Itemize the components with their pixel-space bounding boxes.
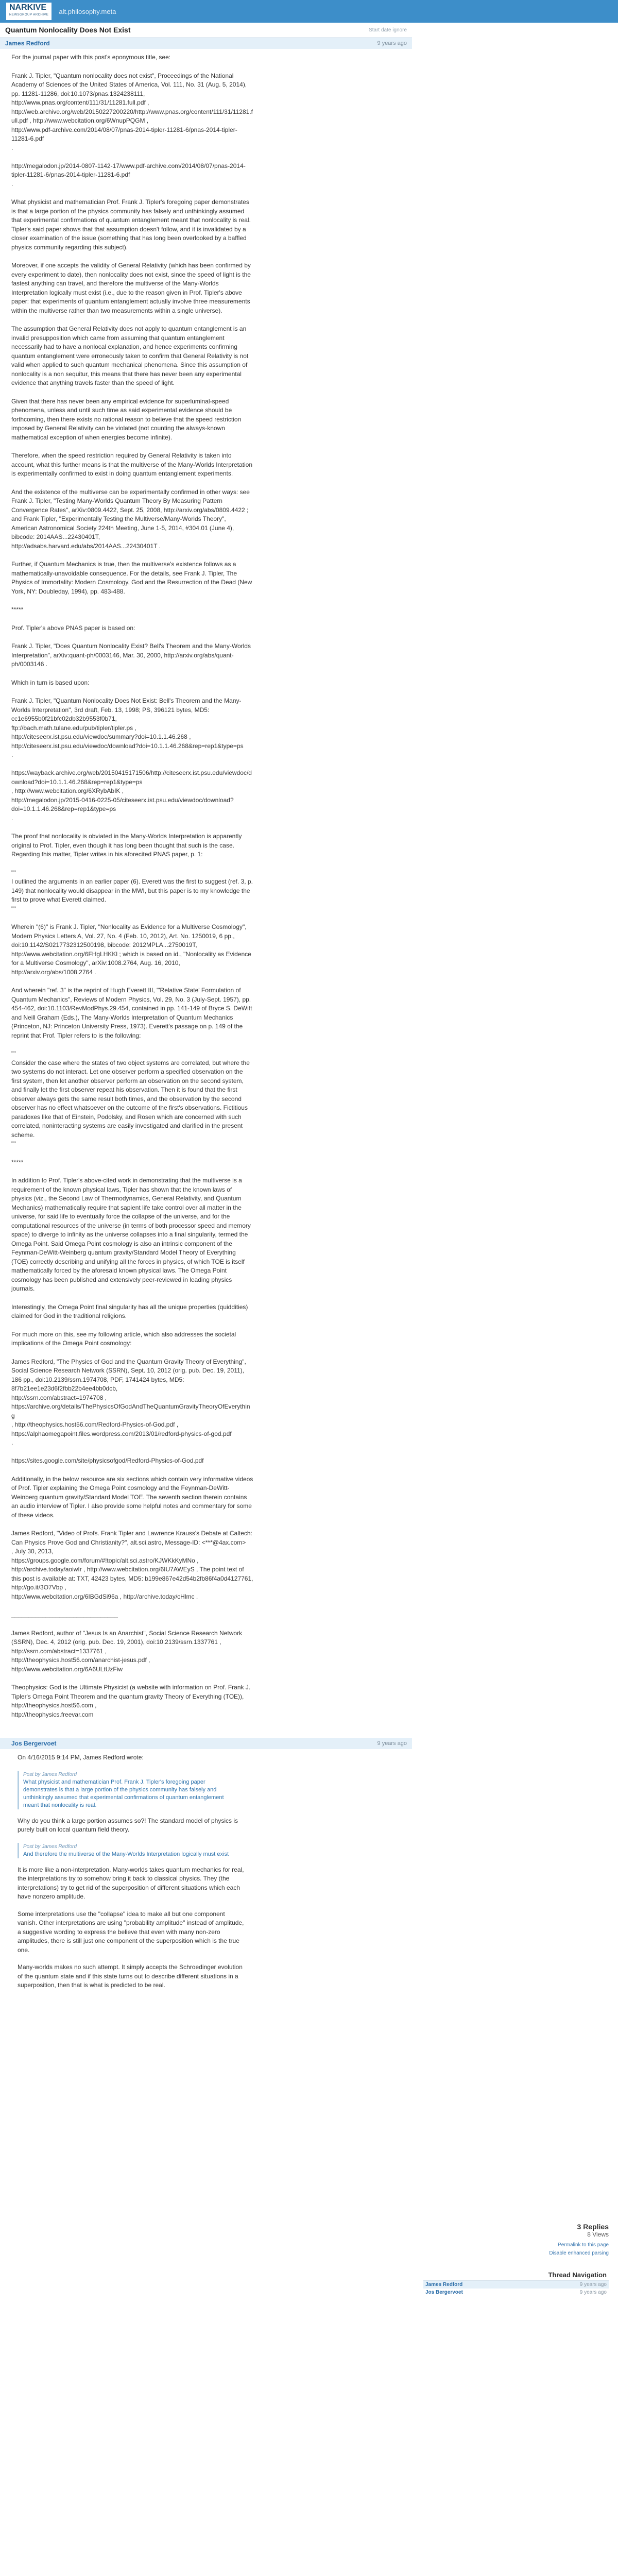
post-paragraph: For much more on this, see my following article, which also addresses the societal implications of the Omega Point cosmology: <box>11 1330 238 1347</box>
post-paragraph: And the existence of the multiverse can be experimentally confirmed in other ways: see Frank J. Tipler, "Testing Many-Worlds Quantum Theory By Measuring Pattern Convergence Rates", arXiv:0809.4422, Sept. 25, 2008, http://arxiv.org/abs/0809.4422 ; and Frank Tipler, "Experimentally Testing the Multiverse/Many-Worlds Theory", American Astronomical Society 224th Meeting, June 1-5, 2014, #304.01 (June 4), bibcode: 2014AAS...22430401T, http://adsabs.harvard.edu/abs/2014AAS...22430401T . <box>11 488 250 550</box>
post-paragraph: Which in turn is based upon: <box>11 679 90 686</box>
thread-navigation-title: Thread Navigation <box>423 2271 609 2281</box>
nav-item-author: Jos Bergervoet <box>425 2290 463 2295</box>
post-paragraph: James Redford, "Video of Profs. Frank Tipler and Lawrence Krauss's Debate at Caltech: Can Physics Prove God and Christianity?", alt.sci.astro, Message-ID: <***@4ax.com> , July 30, 2013, https://groups.google.com/forum/#!topic/alt.sci.astro/KJWKkKyMNo , http://archive.today/aoiwIr , http://www.webcitation.org/6IU7AWEyS , The point text of this post is available at: TXT, 42423 bytes, MD5: b199e867e42d54b2fb86f4a0d4127761, http://go.it/3O7Vbp , http://www.webcitation.org/6IBGdSi96a , http://archive.today/cHlmc . <box>11 1530 253 1600</box>
nav-item[interactable] <box>423 2289 609 2296</box>
reply-header <box>0 1738 412 1749</box>
post-paragraph: James Redford, "The Physics of God and the Quantum Gravity Theory of Everything", Social Science Research Network (SSRN), Sept. 10, 2012 (orig. pub. Dec. 19, 2011), 186 pp., doi:10.2139/ssrn.1974708, PDF, 1741424 bytes, MD5: 8f7b21ee1e23d6f2fbb22b4ee4bb0dcb, http://ssrn.com/abstract=1974708 , https://archive.org/details/ThePhysicsOfGodAndTheQuantumGravityTheoryOfEverything , http://theophysics.host56.com/Redford-Physics-of-God.pdf , https://alphaomegapoint.files.wordpress.com/2013/01/redford-physics-of-god.pdf . https://sites.google.com/site/physicsofgod/Redford-Physics-of-God.pdf <box>11 1358 250 1464</box>
thread-header <box>0 23 412 38</box>
replies-count: 3 Replies <box>577 2223 609 2231</box>
disable-parsing-link[interactable]: Disable enhanced parsing <box>549 2250 609 2256</box>
post-paragraph: James Redford, author of "Jesus Is an Anarchist", Social Science Research Network (SSRN), Dec. 4, 2012 (orig. pub. Dec. 19, 2001), doi:10.2139/ssrn.1337761 , http://ssrn.com/abstract=1337761 , http://theophysics.host56.com/anarchist-jesus.pdf , http://www.webcitation.org/6A6ULtUzFiw <box>11 1629 243 1673</box>
quote-block <box>18 1771 239 1809</box>
post-paragraph: Therefore, when the speed restriction required by General Relativity is taken into account, what this further means is that the multiverse of the Many-Worlds Interpretation is experimentally confirmed to exist in doing quantum entanglement experiments. <box>11 452 254 477</box>
post-paragraph: For the journal paper with this post's eponymous title, see: <box>11 54 171 61</box>
nav-item[interactable] <box>423 2281 609 2289</box>
permalink-link[interactable]: Permalink to this page <box>558 2242 609 2248</box>
post-paragraph: The assumption that General Relativity does not apply to quantum entanglement is an invalid presupposition which came from assuming that quantum entanglement necessarily had to have a nonlocal explanation, and hence experiments confirming quantum entanglement were erroneously taken to confirm that General Relativity is not valid when applied to such quantum mechanical phenomena. Since this assumption of nonlocality is a non sequitur, this means that there has never been any experimental evidence that anything travels faster than the speed of light. <box>11 325 250 386</box>
reply-body <box>0 1749 412 2004</box>
quote-author: Post by James Redford <box>23 1771 77 1777</box>
logo-sub-text: NEWSGROUP ARCHIVE <box>9 13 49 16</box>
nav-item-date: 9 years ago <box>579 2282 607 2287</box>
post-paragraph: In addition to Prof. Tipler's above-cited work in demonstrating that the multiverse is a requirement of the known physical laws, Tipler has shown that the known laws of physics (viz., the Second Law of Thermodynamics, General Relativity, and Quantum Mechanics) mathematically require that sapient life take control over all matter in the universe, for said life to eventually force the collapse of the universe, and for the computational resources of the universe (in terms of both processor speed and memory space) to diverge to infinity as the universe collapses into a final singularity, termed the Omega Point. Said Omega Point cosmology is also an intrinsic component of the Feynman-DeWitt-Weinberg quantum gravity/Standard Model Theory of Everything (TOE) correctly describing and unifying all the forces in physics, of which TOE is itself mathematically forced by the aforesaid known physical laws. The Omega Point cosmology has been published and extensively peer-reviewed in leading physics journals. <box>11 1177 253 1292</box>
narkive-logo[interactable] <box>6 3 52 20</box>
post-paragraph: Frank J. Tipler, "Quantum Nonlocality Does Not Exist: Bell's Theorem and the Many-Worlds Interpretation", 3rd draft, Feb. 13, 1998; PS, 396121 bytes, MD5: cc1e6955b0f21bfc02db32b9553f0b71, ftp://bach.math.tulane.edu/pub/tipler/tipler.ps , http://citeseerx.ist.psu.edu/viewdoc/summary?doi=10.1.1.46.268 , http://citeseerx.ist.psu.edu/viewdoc/download?doi=10.1.1.46.268&rep=rep1&type=ps . https://wayback.archive.org/web/20150415171506/http://citeseerx.ist.psu.edu/viewdoc/download?doi=10.1.1.46.268&rep=rep1&type=ps , http://www.webcitation.org/6XRybAbIK , http://megalodon.jp/2015-0416-0225-05/citeseerx.ist.psu.edu/viewdoc/download?doi=10.1.1.46.268&rep=rep1&type=ps . <box>11 697 252 822</box>
sidebar <box>423 23 609 2296</box>
post-paragraph: ***** <box>11 1158 24 1166</box>
post-paragraph: Additionally, in the below resource are six sections which contain very informative videos of Prof. Tipler explaining the Omega Point cosmology and the Feynman-DeWitt-Weinberg quantum gravity/Standard Model TOE. The seventh section therein contains an audio interview of Tipler. I also provide some helpful notes and commentary for some of these videos. <box>11 1475 255 1519</box>
reply-text: Why do you think a large portion assumes so?! The standard model of physics is purely built on local quantum field theory. <box>18 1817 240 1833</box>
post-paragraph: _______________________________ <box>11 1611 118 1618</box>
quote-block <box>18 1843 239 1858</box>
post-paragraph: Given that there has never been any empirical evidence for superluminal-speed phenomena, unless and until such time as said experimental evidence should be forthcoming, then there exists no rational reason to believe that the speed restriction imposed by General Relativity can be violated (not counting the always-known mathematical exception of when energies become infinite). <box>11 397 243 441</box>
reply-intro: On 4/16/2015 9:14 PM, James Redford wrote: <box>18 1754 144 1761</box>
post-paragraph: "" I outlined the arguments in an earlier paper (6). Everett was the first to suggest (ref. 3, p. 149) that nonlocality would disappear in the MWI, but this paper is to my knowledge the first to prove what Everett claimed. "" <box>11 869 253 912</box>
views-count: 8 Views <box>587 2231 609 2238</box>
post-author[interactable]: James Redford <box>5 40 50 47</box>
nav-item-author: James Redford <box>425 2282 463 2287</box>
post-paragraph: Frank J. Tipler, "Does Quantum Nonlocality Exist? Bell's Theorem and the Many-Worlds Interpretation", arXiv:quant-ph/0003146, Mar. 30, 2000, http://arxiv.org/abs/quant-ph/0003146 . <box>11 642 253 668</box>
reply-text: It is more like a non-interpretation. Many-worlds takes quantum mechanics for real, the interpretations try to somehow bring it back to classical physics. They (the interpretations) try to get rid of the superposition of different situations which each have nonzero amplitude. <box>18 1866 246 1900</box>
post-paragraph: Theophysics: God is the Ultimate Physicist (a website with information on Prof. Frank J. Tipler's Omega Point Theorem and the quantum gravity Theory of Everything (TOE)), http://theophysics.host56.com , http://theophysics.freevar.com <box>11 1684 251 1718</box>
thread-main <box>0 23 412 2296</box>
post-paragraph: "" Consider the case where the states of two object systems are correlated, but where the two systems do not interact. Let one observer perform a specified observation on the first system, then let another observer perform an observation on the second system, and finally let the first observer repeat his observation. Then it is found that the first observer always gets the same result both times, and the observation by the second observer has no effect whatsoever on the outcome of the first's observations. Fictitious paradoxes like that of Einstein, Podolsky, and Rosen which are concerned with such correlated, noninteracting systems are easily investigated and clarified in the present scheme. "" <box>11 1050 250 1147</box>
post-paragraph: And wherein "ref. 3" is the reprint of Hugh Everett III, "'Relative State' Formulation of Quantum Mechanics", Reviews of Modern Physics, Vol. 29, No. 3 (July-Sept. 1957), pp. 454-462, doi:10.1103/RevModPhys.29.454, contained in pp. 141-149 of Bryce S. DeWitt and Neill Graham (Eds.), The Many-Worlds Interpretation of Quantum Mechanics (Princeton, NJ: Princeton University Press, 1973). Everett's passage on p. 149 of the reprint that Prof. Tipler refers to is the following: <box>11 987 254 1039</box>
quote-text: And therefore the multiverse of the Many-Worlds Interpretation logically must exist <box>23 1851 229 1857</box>
group-name[interactable]: alt.philosophy.meta <box>59 7 116 15</box>
post-paragraph: Further, if Quantum Mechanics is true, then the multiverse's existence follows as a mathematically-unavoidable consequence. For the details, see Frank J. Tipler, The Physics of Immortality: Modern Cosmology, God and the Resurrection of the Dead (New York, NY: Doubleday, 1994), pp. 483-488. <box>11 561 254 595</box>
thread-stats <box>423 2223 609 2258</box>
thread-title: Quantum Nonlocality Does Not Exist <box>5 26 131 34</box>
post-paragraph: Wherein "(6)" is Frank J. Tipler, "Nonlocality as Evidence for a Multiverse Cosmology", Modern Physics Letters A, Vol. 27, No. 4 (Feb. 10, 2012), Art. No. 1250019, 6 pp., doi:10.1142/S0217732312500198, bibcode: 2012MPLA...2750019T, http://www.webcitation.org/6FHgLHKKl ; which is based on id., "Nonlocality as Evidence for a Multiverse Cosmology", arXiv:1008.2764, Aug. 16, 2010, http://arxiv.org/abs/1008.2764 . <box>11 923 253 976</box>
post-paragraph: Prof. Tipler's above PNAS paper is based on: <box>11 624 135 632</box>
quote-text: What physicist and mathematician Prof. Frank J. Tipler's foregoing paper demonstrates is that a large portion of the physics community has falsely and unthinkingly assumed that experimental confirmations of quantum entanglement meant that nonlocality is real. <box>23 1778 224 1808</box>
post-body <box>0 49 412 1734</box>
post-paragraph: The proof that nonlocality is obviated in the Many-Worlds Interpretation is apparently original to Prof. Tipler, even though it has long been thought that such is the case. Regarding this matter, Tipler writes in his aforecited PNAS paper, p. 1: <box>11 833 244 858</box>
reply-text: Some interpretations use the "collapse" idea to make all but one component vanish. Other interpretations are using "probability amplitude" instead of amplitude, a suggestive wording to express the believe that even with many non-zero amplitudes, there is still just one component of the superposition which is the true one. <box>18 1910 246 1954</box>
thread-start-date: Start date ignore <box>369 27 407 33</box>
post-paragraph: Moreover, if one accepts the validity of General Relativity (which has been confirmed by every experiment to date), then nonlocality does not exist, since the speed of light is the fastest anything can travel, and therefore the multiverse of the Many-Worlds Interpretation logically must exist (i.e., due to the reason given in Prof. Tipler's above paper: that experiments of quantum entanglement actually involve three measurements within the multiverse rather than two measurements within a single universe). <box>11 262 253 314</box>
nav-item-date: 9 years ago <box>579 2290 607 2295</box>
post-paragraph: Frank J. Tipler, "Quantum nonlocality does not exist", Proceedings of the National Academy of Sciences of the United States of America, Vol. 111, No. 31 (Aug. 5, 2014), pp. 11281-11286, doi:10.1073/pnas.1324238111, http://www.pnas.org/content/111/31/11281.full.pdf , http://web.archive.org/web/20150227200220/http://www.pnas.org/content/111/31/11281.full.pdf , http://www.webcitation.org/6WnupPQGM , http://www.pdf-archive.com/2014/08/07/pnas-2014-tipler-11281-6/pnas-2014-tipler-11281-6.pdf . http://megalodon.jp/2014-0807-1142-17/www.pdf-archive.com/2014/08/07/pnas-2014-tipler-11281-6/pnas-2014-tipler-11281-6.pdf . <box>11 72 253 188</box>
post-paragraph: What physicist and mathematician Prof. Frank J. Tipler's foregoing paper demonstrates is that a large portion of the physics community has falsely and unthinkingly assumed that experimental confirmations of quantum entanglement meant that nonlocality is real. Tipler's said paper shows that that assumption doesn't follow, and it is invalidated by a closer examination of the issue (something that has long been overlooked by a baffled physics community regarding this subject). <box>11 198 253 251</box>
post-date: 9 years ago <box>377 40 407 46</box>
post-paragraph: ***** <box>11 606 24 613</box>
top-bar <box>0 0 618 23</box>
reply-text: Many-worlds makes no such attempt. It simply accepts the Schroedinger evolution of the quantum state and if this state turns out to describe different situations in a superposition, then that is what is predicted to be real. <box>18 1963 245 1989</box>
quote-author: Post by James Redford <box>23 1843 77 1850</box>
logo-main-text: NARKIVE <box>9 3 47 12</box>
reply-author[interactable]: Jos Bergervoet <box>11 1740 57 1747</box>
post-header <box>0 38 412 49</box>
post-paragraph: Interestingly, the Omega Point final singularity has all the unique properties (quiddities) claimed for God in the traditional religions. <box>11 1303 250 1319</box>
reply-date: 9 years ago <box>377 1740 407 1747</box>
